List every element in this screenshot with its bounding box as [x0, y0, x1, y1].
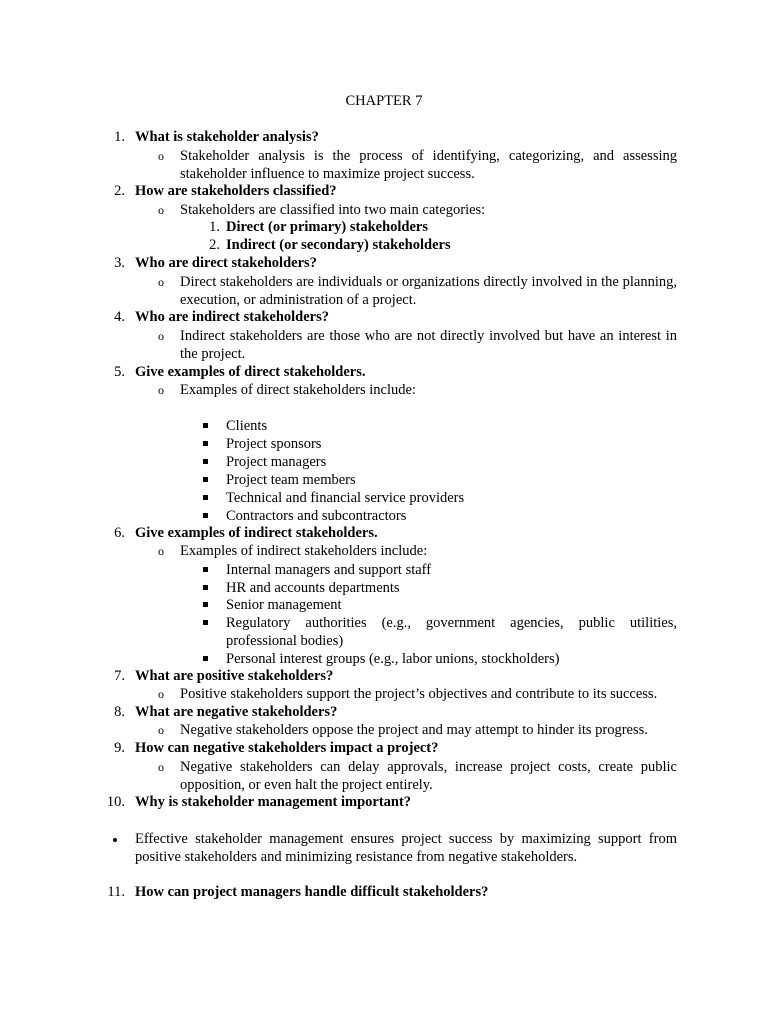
square-bullet-icon [203, 423, 208, 428]
answer-3: Direct stakeholders are individuals or organizations directly involved in the planning, execution, or administration of a project. [180, 274, 677, 308]
square-bullet-icon [203, 656, 208, 661]
question-number: 4. [114, 309, 125, 325]
square-bullet-icon [203, 620, 208, 625]
answer-10: Effective stakeholder management ensures project success by maximizing support from positive stakeholders and minimizing resistance from negative stakeholders. [135, 831, 677, 865]
list-item: Personal interest groups (e.g., labor unions, stockholders) [226, 651, 560, 667]
question-8 [0, 704, 768, 722]
square-bullet-icon [203, 585, 208, 590]
square-bullet-icon [203, 441, 208, 446]
question-4 [0, 309, 768, 327]
question-number: 6. [114, 525, 125, 541]
category-number: 1. [209, 219, 220, 235]
square-bullet-icon [203, 477, 208, 482]
answer-1: Stakeholder analysis is the process of identifying, categorizing, and assessing stakeholder influence to maximize project success. [180, 148, 677, 182]
category-text: Indirect (or secondary) stakeholders [226, 237, 451, 253]
question-7 [0, 668, 768, 686]
question-number: 5. [114, 364, 125, 380]
circle-bullet-icon: o [158, 329, 164, 343]
list-item: Internal managers and support staff [226, 562, 432, 578]
answer-5: Examples of direct stakeholders include: [180, 382, 416, 398]
question-text: What are positive stakeholders? [135, 668, 334, 684]
question-9 [0, 740, 768, 758]
question-number: 3. [114, 255, 125, 271]
list-item: Contractors and subcontractors [226, 508, 407, 524]
question-number: 11. [107, 884, 125, 900]
question-number: 1. [114, 129, 125, 145]
list-item: Project team members [226, 472, 356, 488]
list-item: Project managers [226, 454, 327, 470]
bullet-dot-icon [113, 838, 117, 842]
question-1 [0, 129, 768, 147]
circle-bullet-icon: o [158, 203, 164, 217]
question-5 [0, 364, 768, 382]
square-bullet-icon [203, 513, 208, 518]
category-text: Direct (or primary) stakeholders [226, 219, 429, 235]
question-number: 8. [114, 704, 125, 720]
question-3 [0, 255, 768, 273]
square-bullet-icon [203, 459, 208, 464]
list-item: HR and accounts departments [226, 580, 400, 596]
question-text: What are negative stakeholders? [135, 704, 338, 720]
circle-bullet-icon: o [158, 275, 164, 289]
chapter-title: CHAPTER 7 [345, 93, 423, 109]
question-text: Who are indirect stakeholders? [135, 309, 330, 325]
question-text: Give examples of indirect stakeholders. [135, 525, 378, 541]
circle-bullet-icon: o [158, 760, 164, 774]
list-item: Clients [226, 418, 268, 434]
list-item: Senior management [226, 597, 342, 613]
question-text: How can negative stakeholders impact a project? [135, 740, 439, 756]
list-item: Regulatory authorities (e.g., government agencies, public utilities, professional bodies) [226, 615, 677, 649]
question-6 [0, 525, 768, 543]
square-bullet-icon [203, 567, 208, 572]
circle-bullet-icon: o [158, 383, 164, 397]
question-10 [0, 794, 768, 812]
question-number: 10. [106, 794, 125, 810]
list-item: Technical and financial service providers [226, 490, 465, 506]
question-text: Why is stakeholder management important? [135, 794, 412, 810]
circle-bullet-icon: o [158, 687, 164, 701]
question-number: 7. [114, 668, 125, 684]
question-text: Who are direct stakeholders? [135, 255, 317, 271]
question-11 [0, 884, 768, 902]
category-number: 2. [209, 237, 220, 253]
circle-bullet-icon: o [158, 723, 164, 737]
question-text: What is stakeholder analysis? [135, 129, 319, 145]
answer-2: Stakeholders are classified into two main categories: [180, 202, 486, 218]
square-bullet-icon [203, 602, 208, 607]
answer-4: Indirect stakeholders are those who are not directly involved but have an interest in the project. [180, 328, 677, 362]
question-number: 2. [114, 183, 125, 199]
list-item: Project sponsors [226, 436, 322, 452]
question-2 [0, 183, 768, 201]
answer-8: Negative stakeholders oppose the project and may attempt to hinder its progress. [180, 722, 648, 738]
question-text: How can project managers handle difficult stakeholders? [135, 884, 489, 900]
square-bullet-icon [203, 495, 208, 500]
question-number: 9. [114, 740, 125, 756]
answer-6: Examples of indirect stakeholders include: [180, 543, 428, 559]
answer-7: Positive stakeholders support the project’s objectives and contribute to its success. [180, 686, 658, 702]
circle-bullet-icon: o [158, 544, 164, 558]
question-text: Give examples of direct stakeholders. [135, 364, 366, 380]
answer-9: Negative stakeholders can delay approvals, increase project costs, create public opposition, or even halt the project entirely. [180, 759, 677, 793]
question-text: How are stakeholders classified? [135, 183, 337, 199]
circle-bullet-icon: o [158, 149, 164, 163]
